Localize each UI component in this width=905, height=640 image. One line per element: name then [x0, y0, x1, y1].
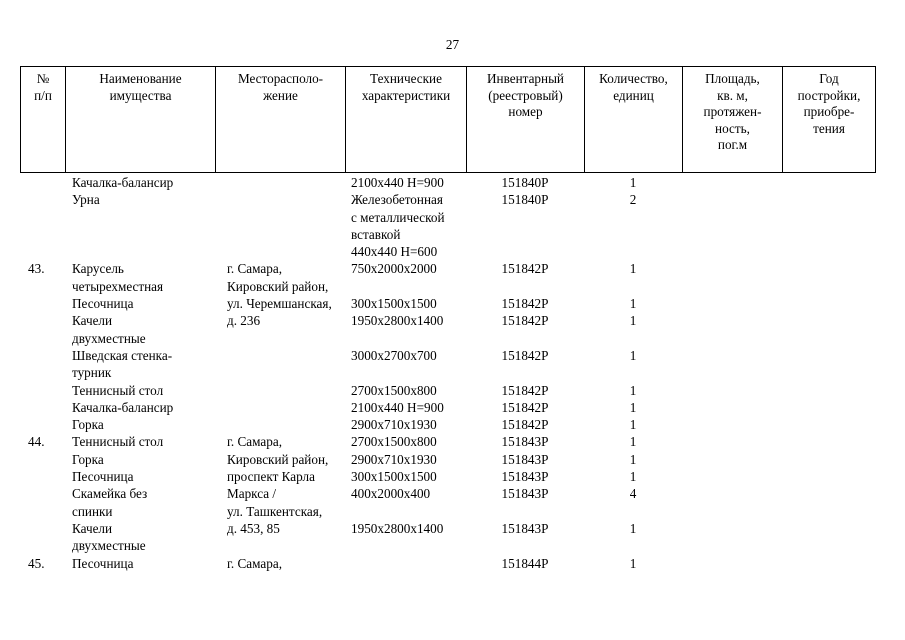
cell-area [682, 468, 782, 485]
cell-number: 45. [28, 555, 45, 571]
property-table-body [20, 174, 875, 572]
cell-area [682, 520, 782, 555]
cell-location [215, 191, 345, 260]
cell-location: Маркса / ул. Ташкентская, [227, 486, 323, 519]
cell-inventory: 151842Р [501, 296, 549, 312]
cell-inventory: 151843Р [501, 451, 549, 467]
cell-number [20, 312, 65, 347]
cell-specs: 1950х2800х1400 [351, 520, 444, 536]
cell-inventory: 151843Р [501, 469, 549, 485]
cell-area [682, 174, 782, 191]
cell-quantity: 1 [629, 296, 637, 312]
table-row [20, 433, 875, 450]
cell-quantity: 1 [629, 451, 637, 467]
cell-specs: 400х2000х400 [351, 486, 431, 502]
cell-quantity: 1 [629, 175, 637, 190]
cell-area [682, 191, 782, 260]
cell-number: 44. [28, 434, 45, 450]
cell-specs: 300х1500х1500 [351, 296, 437, 312]
cell-name: Качалка-балансир [72, 175, 174, 190]
cell-name: Горка [72, 451, 104, 467]
column-header-year: Год постройки, приобре- тения [783, 67, 876, 173]
table-row [20, 174, 875, 191]
cell-number [20, 416, 65, 433]
column-header-specs: Технические характеристики [346, 67, 467, 173]
cell-area [682, 260, 782, 295]
cell-quantity: 4 [629, 486, 637, 502]
table-row [20, 312, 875, 347]
cell-name: Песочница [72, 469, 134, 485]
cell-specs: 2700х1500х800 [351, 382, 437, 398]
cell-location [215, 399, 345, 416]
column-header-inventory: Инвентарный (реестровый) номер [467, 67, 585, 173]
cell-specs [345, 555, 466, 572]
cell-name: Шведская стенка- турник [72, 347, 173, 381]
cell-year [782, 555, 875, 572]
cell-inventory: 151843Р [501, 520, 549, 536]
cell-year [782, 260, 875, 295]
cell-area [682, 416, 782, 433]
table-row [20, 382, 875, 399]
cell-quantity: 1 [629, 417, 637, 433]
cell-quantity: 1 [629, 313, 637, 329]
table-row [20, 191, 875, 260]
cell-inventory: 151842Р [501, 347, 549, 363]
cell-location: ул. Черемшанская, [227, 296, 332, 312]
cell-number [20, 191, 65, 260]
cell-name: Качели двухместные [72, 313, 146, 346]
cell-inventory: 151842Р [501, 261, 549, 277]
cell-number [20, 520, 65, 555]
table-row [20, 295, 875, 312]
cell-quantity: 1 [629, 434, 637, 450]
cell-quantity: 2 [629, 192, 637, 208]
cell-area [682, 382, 782, 399]
column-header-quantity: Количество, единиц [585, 67, 683, 173]
cell-year [782, 347, 875, 382]
cell-year [782, 312, 875, 347]
cell-specs: Железобетонная с металлической вставкой 440х440 Н=600 [351, 192, 445, 260]
cell-name: Качалка-балансир [72, 399, 174, 415]
cell-number [20, 451, 65, 468]
cell-location: г. Самара, [227, 434, 283, 450]
table-row [20, 399, 875, 416]
cell-number [20, 174, 65, 191]
cell-inventory: 151842Р [501, 382, 549, 398]
cell-area [682, 347, 782, 382]
cell-location [215, 382, 345, 399]
table-row [20, 260, 875, 295]
cell-specs: 3000х2700х700 [351, 347, 437, 363]
table-row [20, 555, 875, 572]
cell-location: г. Самара, Кировский район, [227, 261, 329, 294]
cell-year [782, 485, 875, 520]
cell-year [782, 295, 875, 312]
cell-specs: 750х2000х2000 [351, 261, 437, 277]
table-row [20, 416, 875, 433]
cell-name: Карусель четырехместная [72, 261, 164, 294]
cell-inventory: 151843Р [501, 434, 549, 450]
cell-number [20, 399, 65, 416]
column-header-number: № п/п [21, 67, 66, 173]
cell-year [782, 520, 875, 555]
cell-name: Качели двухместные [72, 520, 146, 554]
cell-inventory: 151842Р [501, 417, 549, 433]
cell-quantity: 1 [629, 469, 637, 485]
cell-year [782, 382, 875, 399]
cell-year [782, 451, 875, 468]
cell-location: Кировский район, [227, 451, 329, 467]
cell-name: Песочница [72, 296, 134, 312]
cell-inventory: 151840Р [501, 192, 549, 208]
page-number: 27 [445, 37, 460, 52]
cell-area [682, 295, 782, 312]
cell-name: Теннисный стол [72, 382, 164, 398]
cell-area [682, 433, 782, 450]
column-header-area: Площадь, кв. м, протяжен- ность, пог.м [683, 67, 783, 173]
column-header-location: Месторасполо- жение [216, 67, 346, 173]
cell-year [782, 468, 875, 485]
cell-area [682, 312, 782, 347]
cell-number: 43. [28, 261, 45, 277]
cell-specs: 2700х1500х800 [351, 434, 437, 450]
table-row [20, 520, 875, 555]
cell-year [782, 174, 875, 191]
cell-quantity: 1 [629, 261, 637, 277]
cell-year [782, 416, 875, 433]
table-row [20, 485, 875, 520]
cell-specs: 2900х710х1930 [351, 451, 437, 467]
cell-specs: 2100х440 Н=900 [351, 175, 444, 190]
cell-number [20, 485, 65, 520]
cell-name: Теннисный стол [72, 434, 164, 450]
cell-area [682, 485, 782, 520]
cell-year [782, 433, 875, 450]
property-table-header [20, 66, 876, 173]
cell-specs: 2100х440 Н=900 [351, 399, 444, 415]
table-row [20, 347, 875, 382]
cell-specs: 300х1500х1500 [351, 469, 437, 485]
cell-specs: 1950х2800х1400 [351, 313, 444, 329]
cell-number [20, 347, 65, 382]
cell-location: д. 453, 85 [227, 520, 280, 536]
cell-location [215, 347, 345, 382]
cell-location [215, 416, 345, 433]
table-row [20, 468, 875, 485]
cell-inventory: 151840Р [501, 175, 549, 190]
cell-name: Горка [72, 417, 104, 433]
table-row [20, 451, 875, 468]
cell-quantity: 1 [629, 399, 637, 415]
cell-year [782, 191, 875, 260]
cell-inventory: 151842Р [501, 399, 549, 415]
cell-area [682, 399, 782, 416]
cell-number [20, 382, 65, 399]
cell-year [782, 399, 875, 416]
cell-number [20, 295, 65, 312]
cell-area [682, 451, 782, 468]
cell-name: Песочница [72, 555, 134, 571]
cell-location: г. Самара, [227, 555, 283, 571]
cell-location [215, 174, 345, 191]
cell-inventory: 151844Р [501, 555, 549, 571]
cell-location: д. 236 [227, 313, 261, 329]
cell-name: Скамейка без спинки [72, 486, 148, 519]
cell-quantity: 1 [629, 555, 637, 571]
cell-specs: 2900х710х1930 [351, 417, 437, 433]
header-row [21, 67, 876, 173]
cell-area [682, 555, 782, 572]
cell-inventory: 151843Р [501, 486, 549, 502]
column-header-name: Наименование имущества [66, 67, 216, 173]
cell-name: Урна [72, 192, 100, 208]
cell-location: проспект Карла [227, 469, 315, 485]
cell-number [20, 468, 65, 485]
cell-quantity: 1 [629, 520, 637, 536]
cell-quantity: 1 [629, 347, 637, 363]
cell-quantity: 1 [629, 382, 637, 398]
cell-inventory: 151842Р [501, 313, 549, 329]
